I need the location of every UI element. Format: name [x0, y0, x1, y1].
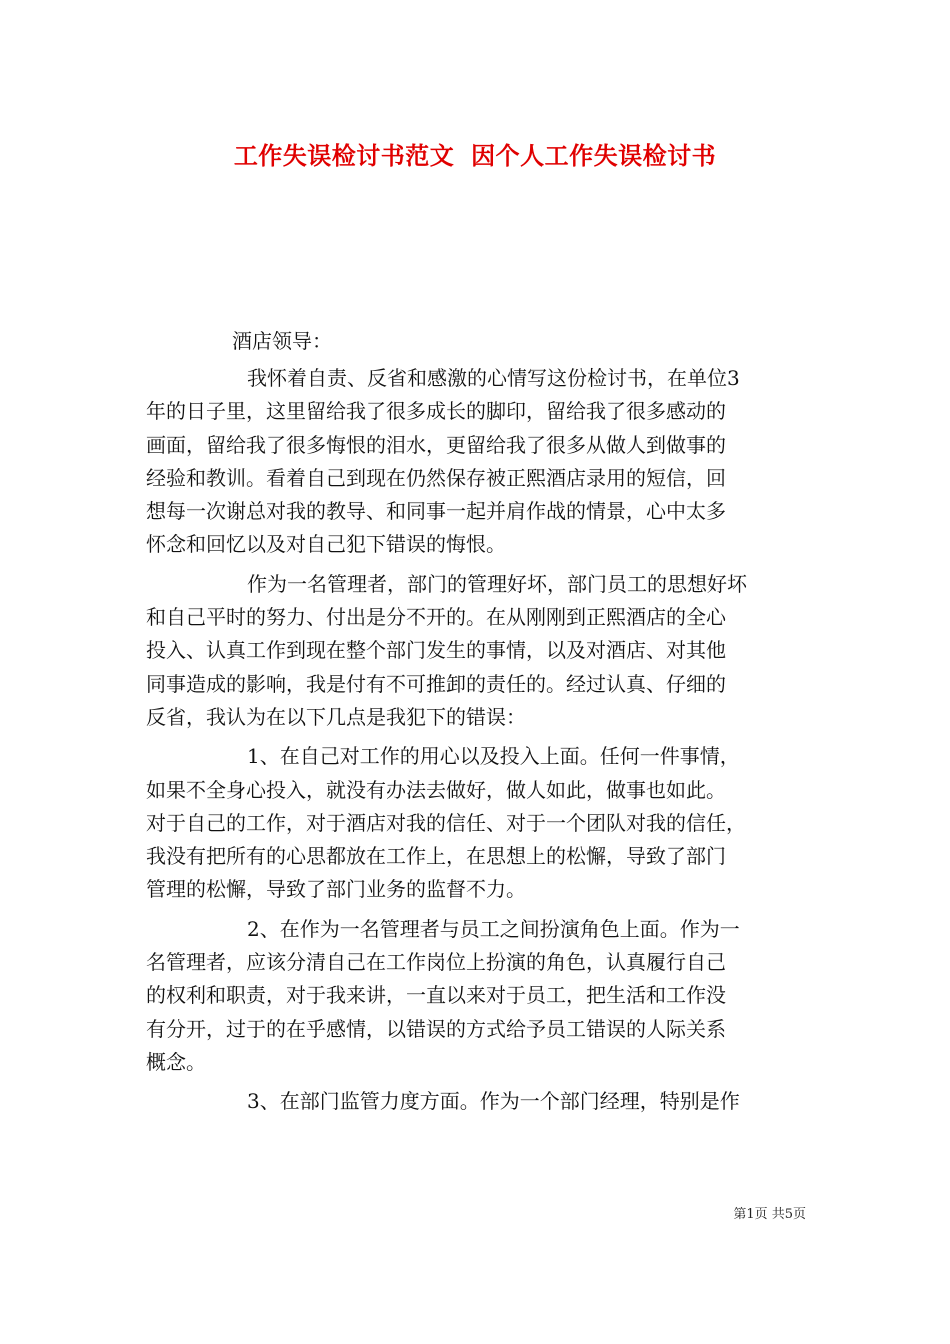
text-line: 如果不全身心投入，就没有办法去做好，做人如此，做事也如此。	[146, 777, 726, 802]
text-line: 和自己平时的努力、付出是分不开的。在从刚刚到正熙酒店的全心	[146, 605, 726, 630]
text-line: 画面，留给我了很多悔恨的泪水，更留给我了很多从做人到做事的	[146, 432, 726, 457]
text-line: 投入、认真工作到现在整个部门发生的事情，以及对酒店、对其他	[146, 638, 726, 663]
text-line: 反省，我认为在以下几点是我犯下的错误：	[146, 704, 526, 729]
text-line: 名管理者，应该分清自己在工作岗位上扮演的角色，认真履行自己	[146, 950, 726, 975]
page-number: 第1页 共5页	[733, 1207, 806, 1222]
text-line: 同事造成的影响，我是付有不可推卸的责任的。经过认真、仔细的	[146, 671, 726, 696]
paragraph-2	[146, 568, 806, 734]
text-line: 想每一次谢总对我的教导、和同事一起并肩作战的情景，心中太多	[146, 499, 726, 524]
letter-body	[146, 362, 806, 1119]
text-line: 管理的松懈，导致了部门业务的监督不力。	[146, 877, 526, 902]
salutation: 酒店领导：	[232, 329, 332, 353]
text-line: 年的日子里，这里留给我了很多成长的脚印，留给我了很多感动的	[146, 399, 726, 424]
text-line: 经验和教训。看着自己到现在仍然保存被正熙酒店录用的短信，回	[146, 465, 726, 490]
text-line: 怀念和回忆以及对自己犯下错误的悔恨。	[146, 532, 506, 557]
text-line: 3、在部门监管力度方面。作为一个部门经理，特别是作	[247, 1089, 740, 1114]
page-title	[0, 136, 950, 171]
text-line: 对于自己的工作，对于酒店对我的信任、对于一个团队对我的信任，	[146, 810, 746, 835]
title-main: 工作失误检讨书范文	[233, 141, 455, 170]
text-line: 概念。	[146, 1049, 206, 1074]
text-line: 我没有把所有的心思都放在工作上，在思想上的松懈，导致了部门	[146, 844, 726, 869]
text-line: 我怀着自责、反省和感激的心情写这份检讨书，在单位3	[247, 366, 740, 390]
text-line: 2、在作为一名管理者与员工之间扮演角色上面。作为一	[247, 916, 740, 941]
title-sub: 因个人工作失误检讨书	[471, 141, 717, 170]
text-line: 作为一名管理者，部门的管理好坏，部门员工的思想好坏	[247, 571, 747, 596]
text-line: 1、在自己对工作的用心以及投入上面。任何一件事情，	[247, 744, 740, 769]
paragraph-1	[146, 362, 806, 562]
paragraph-4	[146, 913, 806, 1079]
paragraph-5	[146, 1085, 806, 1118]
paragraph-3	[146, 740, 806, 906]
text-line: 的权利和职责，对于我来讲，一直以来对于员工，把生活和工作没	[146, 983, 726, 1008]
text-line: 有分开，过于的在乎感情，以错误的方式给予员工错误的人际关系	[146, 1016, 726, 1041]
